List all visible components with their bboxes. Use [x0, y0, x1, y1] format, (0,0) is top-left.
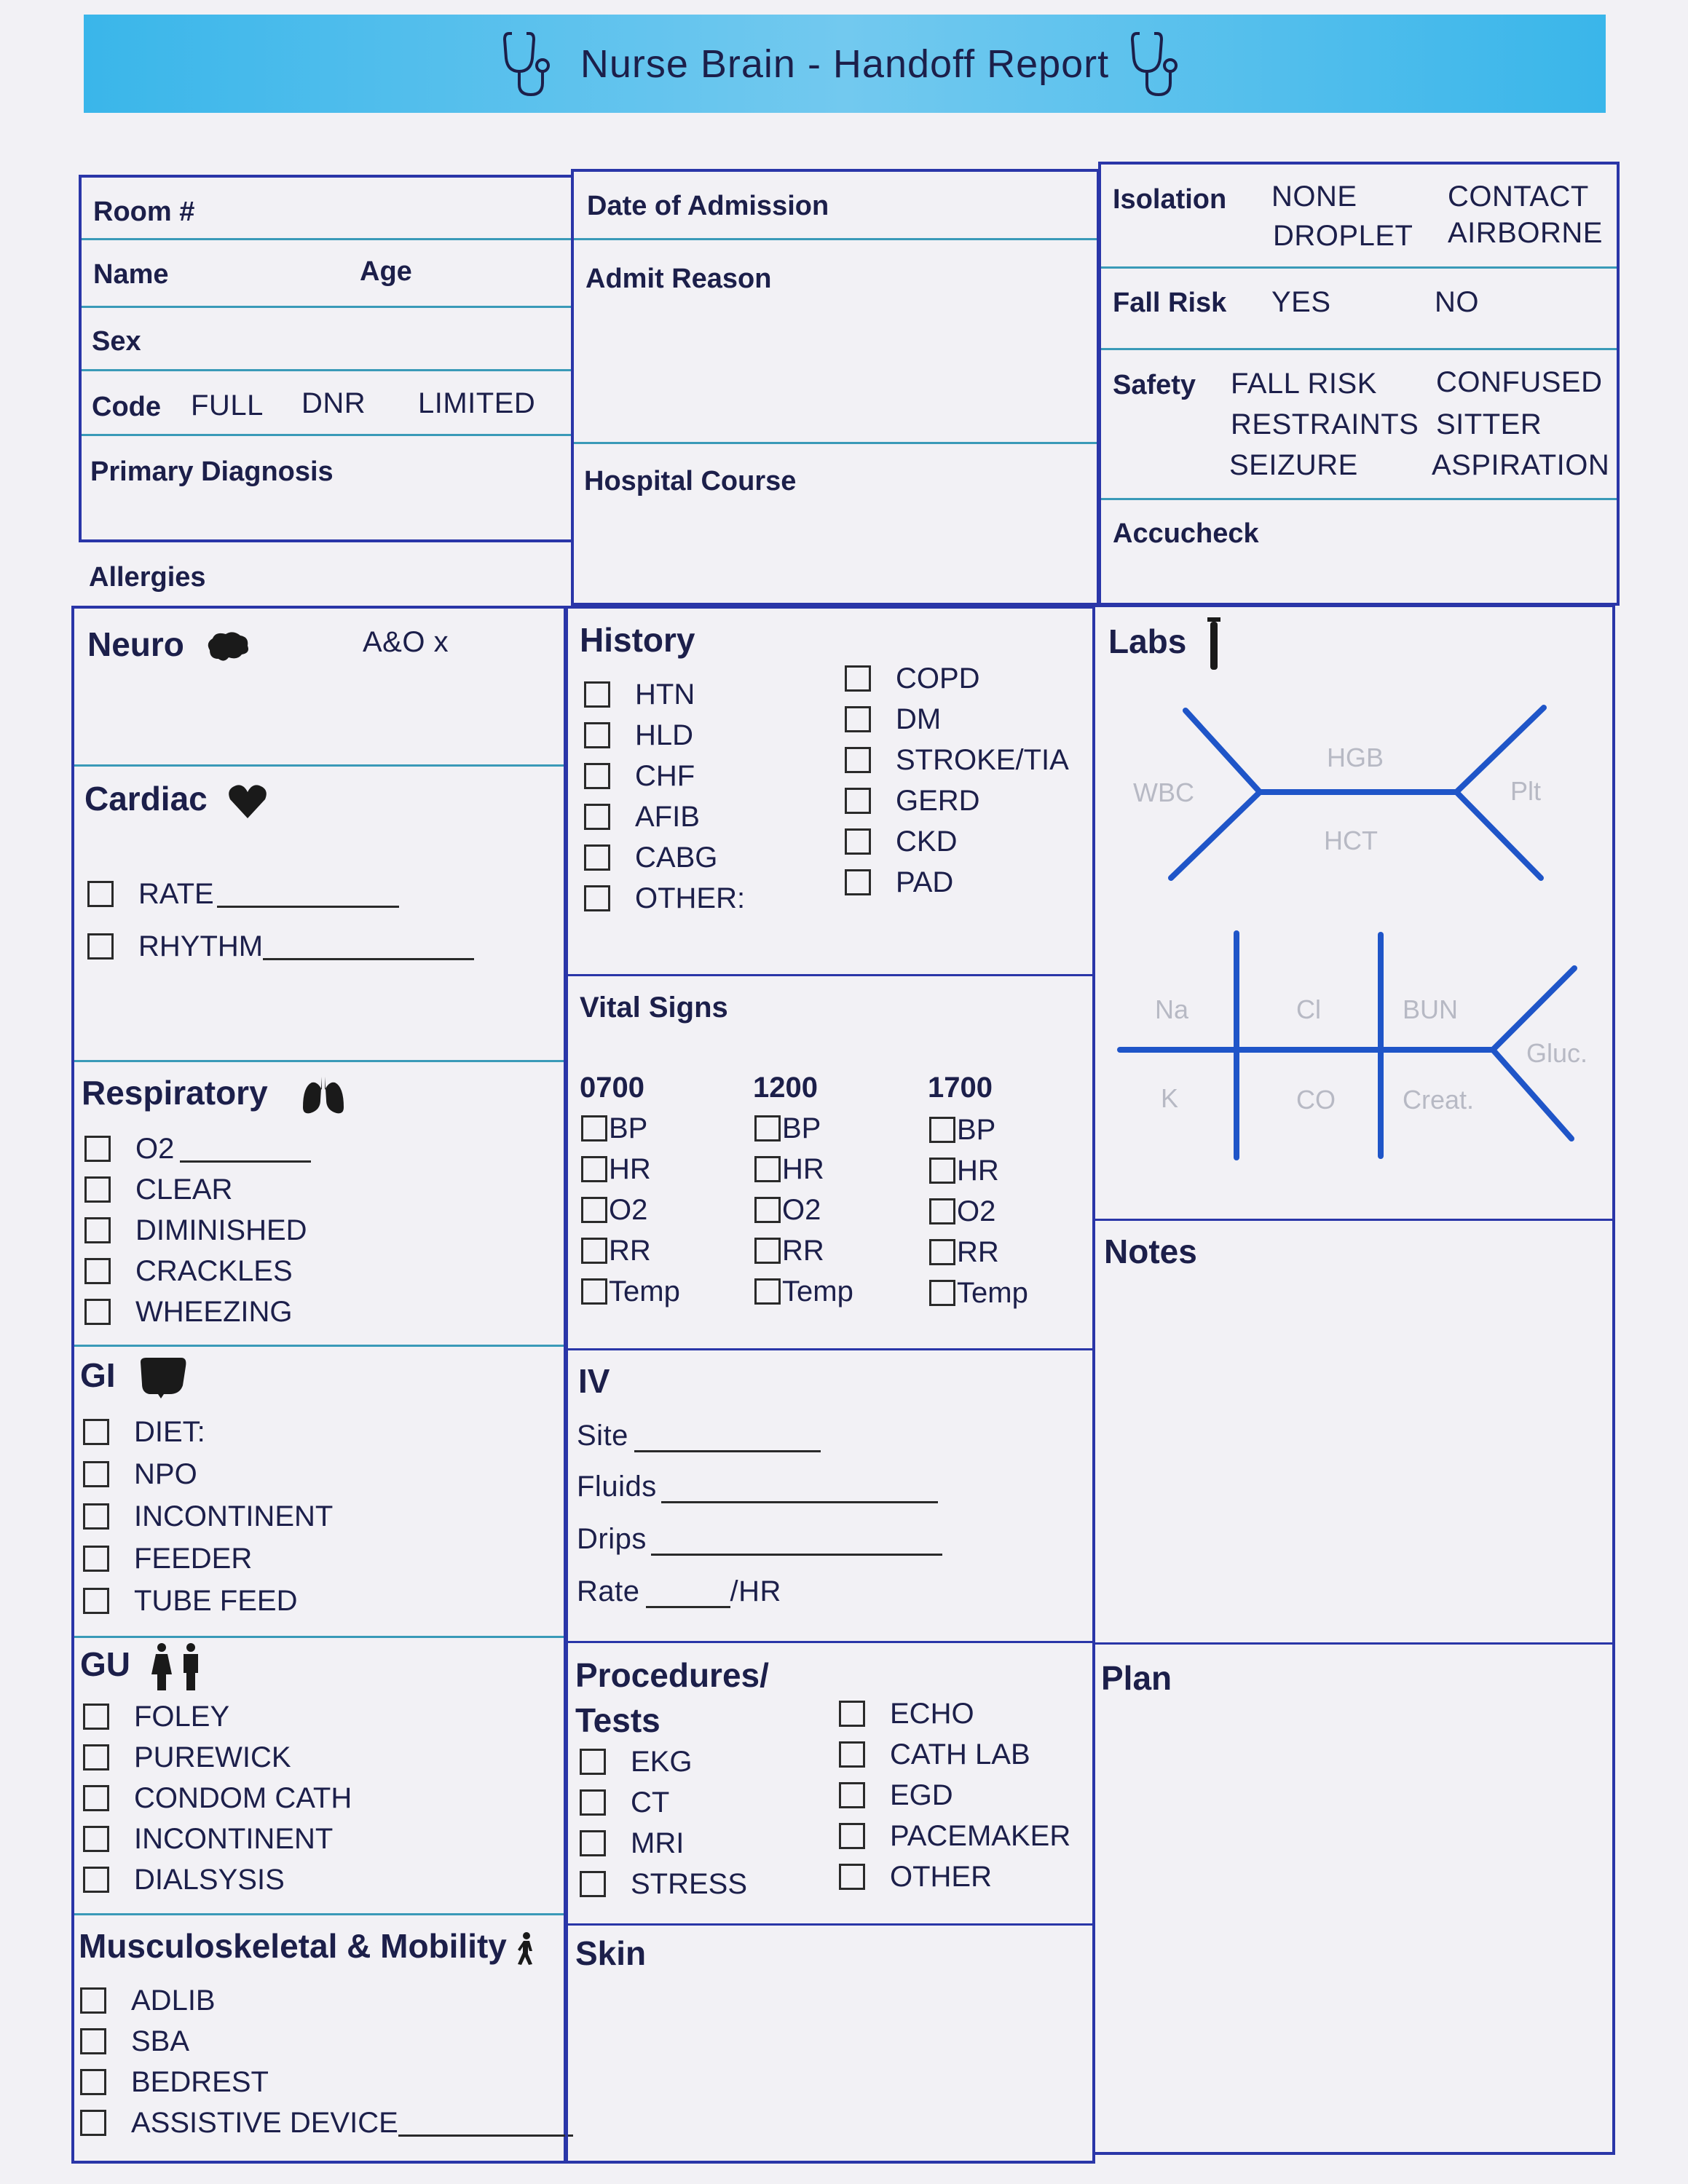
neuro-ao-label: A&O x — [363, 626, 449, 658]
iv-site-field[interactable] — [634, 1425, 821, 1452]
admission-box — [571, 169, 1100, 606]
lab-bun: BUN — [1403, 994, 1459, 1024]
safety-aspiration[interactable]: ASPIRATION — [1432, 449, 1610, 481]
vitals-1200-bp-checkbox[interactable] — [754, 1115, 781, 1142]
proc-stress-checkbox[interactable] — [580, 1871, 606, 1897]
iv-rate-label: Rate — [577, 1575, 640, 1607]
history-other-label: OTHER: — [635, 882, 746, 914]
proc-egd-checkbox[interactable] — [839, 1782, 865, 1808]
procedures-list-left — [580, 1741, 747, 1904]
stomach-icon — [138, 1356, 189, 1400]
proc-egd-label: EGD — [890, 1779, 953, 1811]
vitals-1700-rr-checkbox[interactable] — [929, 1239, 955, 1265]
gu-purewick-checkbox[interactable] — [83, 1744, 109, 1770]
safety-seizure[interactable]: SEIZURE — [1229, 449, 1358, 481]
vitals-1200-bp-label: BP — [782, 1112, 821, 1144]
proc-pacemaker-checkbox[interactable] — [839, 1823, 865, 1849]
cardiac-title: Cardiac — [84, 779, 268, 820]
iv-fluids-label: Fluids — [577, 1471, 657, 1503]
vitals-1200-list — [754, 1108, 853, 1312]
vitals-1700-bp-checkbox[interactable] — [929, 1117, 955, 1143]
iv-drips-label: Drips — [577, 1523, 647, 1555]
resp-o2-checkbox[interactable] — [84, 1136, 111, 1162]
respiratory-list — [84, 1128, 311, 1332]
msk-adlib-checkbox[interactable] — [80, 1987, 106, 2014]
iv-rate-field[interactable] — [646, 1581, 730, 1608]
skin-title: Skin — [575, 1934, 647, 1972]
vitals-0700-bp-checkbox[interactable] — [581, 1115, 607, 1142]
proc-stress-label: STRESS — [631, 1867, 748, 1900]
resp-wheezing-checkbox[interactable] — [84, 1299, 111, 1325]
code-option-limited[interactable]: LIMITED — [418, 387, 536, 419]
gu-foley-checkbox[interactable] — [83, 1704, 109, 1730]
vitals-1200-temp-checkbox[interactable] — [754, 1278, 781, 1305]
proc-other-label: OTHER — [890, 1860, 992, 1893]
history-hld-label: HLD — [635, 719, 694, 751]
code-option-dnr[interactable]: DNR — [301, 387, 366, 419]
code-label: Code — [92, 392, 161, 422]
gu-condom-cath-label: CONDOM CATH — [134, 1781, 352, 1814]
fall-risk-no[interactable]: NO — [1435, 286, 1479, 318]
restroom-icon — [149, 1642, 204, 1692]
history-stroke-label: STROKE/TIA — [896, 743, 1069, 776]
vitals-1700-temp-label: Temp — [957, 1276, 1028, 1309]
lab-co: CO — [1296, 1085, 1336, 1115]
musculoskeletal-list — [80, 1980, 573, 2143]
history-ckd-checkbox[interactable] — [845, 828, 871, 855]
procedures-list-right — [839, 1693, 1070, 1897]
history-pad-label: PAD — [896, 866, 954, 898]
stethoscope-icon — [502, 29, 560, 99]
msk-bedrest-label: BEDREST — [131, 2065, 269, 2098]
history-list-left — [584, 674, 745, 919]
isolation-airborne[interactable]: AIRBORNE — [1448, 217, 1603, 249]
labs-title: Labs — [1108, 617, 1222, 671]
page-title: Nurse Brain - Handoff Report — [580, 41, 1110, 86]
vitals-title: Vital Signs — [580, 992, 728, 1024]
proc-ekg-checkbox[interactable] — [580, 1749, 606, 1775]
heart-icon — [227, 783, 268, 820]
vitals-0700-list — [581, 1108, 680, 1312]
age-label: Age — [360, 256, 412, 287]
isolation-contact[interactable]: CONTACT — [1448, 181, 1589, 213]
gi-diet-label: DIET: — [134, 1415, 205, 1448]
room-label: Room # — [93, 197, 195, 227]
safety-label: Safety — [1113, 370, 1196, 400]
gi-title: GI — [80, 1356, 189, 1400]
msk-assistive-device-checkbox[interactable] — [80, 2110, 106, 2136]
history-title: History — [580, 621, 695, 659]
vitals-1700-bp-label: BP — [957, 1113, 996, 1146]
resp-clear-label: CLEAR — [135, 1173, 233, 1206]
vitals-1200-rr-checkbox[interactable] — [754, 1238, 781, 1264]
vitals-1700-o2-label: O2 — [957, 1195, 996, 1227]
fall-risk-yes[interactable]: YES — [1271, 286, 1331, 318]
primary-diagnosis-label: Primary Diagnosis — [90, 456, 334, 487]
gi-list — [83, 1411, 333, 1622]
vitals-1700-hr-checkbox[interactable] — [929, 1158, 955, 1184]
history-htn-checkbox[interactable] — [584, 681, 610, 708]
vitals-1200-o2-checkbox[interactable] — [754, 1197, 781, 1223]
lab-creat: Creat. — [1403, 1085, 1475, 1115]
history-chf-label: CHF — [635, 759, 695, 792]
vitals-time-1200: 1200 — [753, 1072, 818, 1104]
iv-drips-field[interactable] — [651, 1529, 942, 1556]
safety-confused[interactable]: CONFUSED — [1436, 366, 1603, 398]
vitals-1200-hr-checkbox[interactable] — [754, 1156, 781, 1182]
gi-feeder-label: FEEDER — [134, 1542, 253, 1575]
proc-echo-checkbox[interactable] — [839, 1701, 865, 1727]
walking-icon — [516, 1932, 535, 1966]
proc-pacemaker-label: PACEMAKER — [890, 1819, 1071, 1852]
vitals-1700-hr-label: HR — [957, 1154, 999, 1187]
msk-sba-checkbox[interactable] — [80, 2028, 106, 2054]
gu-incontinent-checkbox[interactable] — [83, 1826, 109, 1852]
history-afib-label: AFIB — [635, 800, 700, 833]
vitals-1200-rr-label: RR — [782, 1234, 824, 1267]
isolation-none[interactable]: NONE — [1271, 181, 1357, 213]
cardiac-rhythm-checkbox[interactable] — [87, 933, 114, 960]
procedures-title: Procedures/ Tests — [575, 1656, 769, 1739]
history-cabg-label: CABG — [635, 841, 718, 874]
lab-gluc: Gluc. — [1526, 1038, 1588, 1068]
lab-hct: HCT — [1324, 826, 1378, 855]
lab-cl: Cl — [1296, 994, 1321, 1024]
hospital-course-label: Hospital Course — [584, 466, 797, 496]
proc-cath-lab-label: CATH LAB — [890, 1738, 1030, 1770]
resp-diminished-label: DIMINISHED — [135, 1214, 307, 1246]
lab-hgb: HGB — [1327, 743, 1384, 772]
vitals-1200-hr-label: HR — [782, 1152, 824, 1185]
admission-date-label: Date of Admission — [587, 191, 829, 221]
resp-wheezing-label: WHEEZING — [135, 1295, 293, 1328]
admit-reason-label: Admit Reason — [585, 264, 772, 294]
gi-incontinent-checkbox[interactable] — [83, 1503, 109, 1530]
iv-site-row — [577, 1420, 821, 1452]
safety-restraints[interactable]: RESTRAINTS — [1231, 408, 1419, 440]
header-banner — [84, 15, 1606, 113]
gu-foley-label: FOLEY — [134, 1700, 230, 1733]
lab-plt: Plt — [1510, 776, 1542, 806]
resp-diminished-checkbox[interactable] — [84, 1217, 111, 1243]
cardiac-rate-checkbox[interactable] — [87, 881, 114, 907]
vitals-1700-temp-checkbox[interactable] — [929, 1280, 955, 1306]
gi-diet-checkbox[interactable] — [83, 1419, 109, 1445]
iv-fluids-field[interactable] — [661, 1476, 938, 1503]
gu-condom-cath-checkbox[interactable] — [83, 1785, 109, 1811]
vitals-1700-list — [929, 1109, 1028, 1313]
gu-title: GU — [80, 1642, 204, 1692]
isolation-droplet[interactable]: DROPLET — [1273, 220, 1413, 252]
lab-wbc: WBC — [1133, 778, 1194, 807]
brain-icon — [204, 630, 251, 665]
neuro-title: Neuro — [87, 625, 251, 665]
proc-ct-label: CT — [631, 1786, 670, 1819]
resp-crackles-checkbox[interactable] — [84, 1258, 111, 1284]
proc-cath-lab-checkbox[interactable] — [839, 1741, 865, 1768]
msk-assistive-device-label: ASSISTIVE DEVICE — [131, 2106, 398, 2139]
history-ckd-label: CKD — [896, 825, 958, 858]
vitals-0700-rr-checkbox[interactable] — [581, 1238, 607, 1264]
history-copd-label: COPD — [896, 662, 980, 695]
test-tube-icon — [1206, 617, 1222, 671]
vitals-0700-hr-checkbox[interactable] — [581, 1156, 607, 1182]
history-htn-label: HTN — [635, 678, 695, 711]
history-hld-checkbox[interactable] — [584, 722, 610, 748]
resp-clear-checkbox[interactable] — [84, 1176, 111, 1203]
cardiac-list — [87, 868, 474, 973]
msk-sba-label: SBA — [131, 2025, 190, 2057]
gu-dialysis-label: DIALSYSIS — [134, 1863, 285, 1896]
lungs-icon — [301, 1075, 345, 1116]
plan-title: Plan — [1101, 1659, 1172, 1697]
gi-feeder-checkbox[interactable] — [83, 1546, 109, 1572]
history-gerd-checkbox[interactable] — [845, 788, 871, 814]
history-copd-checkbox[interactable] — [845, 665, 871, 692]
iv-title: IV — [578, 1362, 610, 1400]
isolation-label: Isolation — [1113, 184, 1227, 215]
iv-rate-unit: /HR — [730, 1575, 781, 1607]
history-cabg-checkbox[interactable] — [584, 844, 610, 871]
vitals-0700-bp-label: BP — [609, 1112, 648, 1144]
vitals-1200-o2-label: O2 — [782, 1193, 821, 1226]
proc-ekg-label: EKG — [631, 1745, 693, 1778]
iv-drips-row — [577, 1523, 942, 1556]
vitals-0700-o2-checkbox[interactable] — [581, 1197, 607, 1223]
msk-bedrest-checkbox[interactable] — [80, 2069, 106, 2095]
vitals-0700-o2-label: O2 — [609, 1193, 648, 1226]
history-gerd-label: GERD — [896, 784, 980, 817]
vitals-time-1700: 1700 — [928, 1072, 993, 1104]
gu-purewick-label: PUREWICK — [134, 1741, 291, 1773]
vitals-time-0700: 0700 — [580, 1072, 644, 1104]
history-other-checkbox[interactable] — [584, 885, 610, 911]
gu-incontinent-label: INCONTINENT — [134, 1822, 334, 1855]
name-label: Name — [93, 259, 169, 290]
safety-fall-risk[interactable]: FALL RISK — [1231, 368, 1377, 400]
history-afib-checkbox[interactable] — [584, 804, 610, 830]
resp-crackles-label: CRACKLES — [135, 1254, 293, 1287]
bmp-fishbone — [1114, 925, 1595, 1165]
vitals-0700-temp-label: Temp — [609, 1275, 680, 1307]
musculoskeletal-title: Musculoskeletal & Mobility — [79, 1926, 535, 1966]
accucheck-label: Accucheck — [1113, 518, 1259, 549]
history-pad-checkbox[interactable] — [845, 869, 871, 895]
history-stroke-checkbox[interactable] — [845, 747, 871, 773]
proc-other-checkbox[interactable] — [839, 1864, 865, 1890]
stethoscope-icon — [1129, 29, 1188, 99]
allergies-label: Allergies — [89, 562, 206, 593]
vitals-1700-rr-label: RR — [957, 1235, 999, 1268]
gi-incontinent-label: INCONTINENT — [134, 1500, 334, 1532]
lab-na: Na — [1155, 994, 1189, 1024]
notes-title: Notes — [1104, 1233, 1197, 1270]
history-dm-label: DM — [896, 703, 942, 735]
proc-ct-checkbox[interactable] — [580, 1789, 606, 1816]
cardiac-rhythm-label: RHYTHM — [138, 930, 264, 962]
code-option-full[interactable]: FULL — [191, 389, 264, 422]
vitals-1700-o2-checkbox[interactable] — [929, 1198, 955, 1224]
vitals-0700-rr-label: RR — [609, 1234, 651, 1267]
resp-o2-label: O2 — [135, 1132, 175, 1165]
sex-label: Sex — [92, 326, 141, 357]
history-list-right — [845, 658, 1069, 903]
vitals-1200-temp-label: Temp — [782, 1275, 853, 1307]
cardiac-rate-label: RATE — [138, 877, 214, 910]
gu-list — [83, 1696, 352, 1900]
history-dm-checkbox[interactable] — [845, 706, 871, 732]
gi-npo-label: NPO — [134, 1457, 197, 1490]
respiratory-title: Respiratory — [82, 1073, 345, 1116]
proc-mri-checkbox[interactable] — [580, 1830, 606, 1856]
vitals-0700-temp-checkbox[interactable] — [581, 1278, 607, 1305]
proc-echo-label: ECHO — [890, 1697, 974, 1730]
gi-tube-feed-checkbox[interactable] — [83, 1588, 109, 1614]
msk-adlib-label: ADLIB — [131, 1984, 216, 2017]
safety-sitter[interactable]: SITTER — [1436, 408, 1542, 440]
iv-site-label: Site — [577, 1420, 628, 1452]
gu-dialysis-checkbox[interactable] — [83, 1867, 109, 1893]
proc-mri-label: MRI — [631, 1827, 685, 1859]
gi-tube-feed-label: TUBE FEED — [134, 1584, 298, 1617]
fall-risk-label: Fall Risk — [1113, 288, 1227, 318]
vitals-0700-hr-label: HR — [609, 1152, 651, 1185]
lab-k: K — [1161, 1083, 1179, 1113]
iv-fluids-row — [577, 1471, 938, 1503]
iv-rate-row — [577, 1575, 781, 1608]
gi-npo-checkbox[interactable] — [83, 1461, 109, 1487]
history-chf-checkbox[interactable] — [584, 763, 610, 789]
